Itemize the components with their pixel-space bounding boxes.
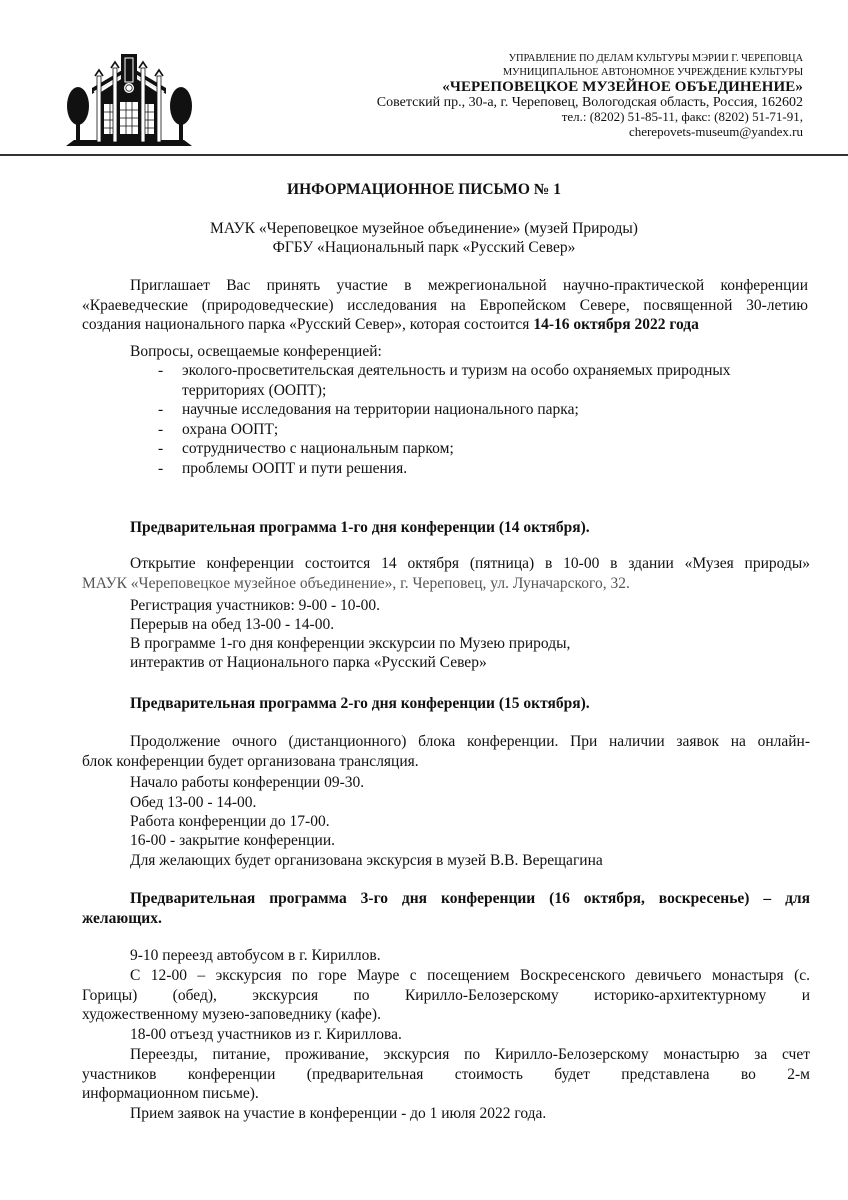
day1-opening-line-2: МАУК «Череповецкое музейное объединение», г. Череповец, ул. Луначарского, 32. — [82, 574, 630, 592]
day3-excursion-line-1: С 12-00 – экскурсия по горе Мауре с посещением Воскресенского девичьего монастыря (с. — [130, 967, 810, 984]
day3-heading — [82, 889, 810, 928]
day2-paragraph — [82, 732, 810, 771]
dash-bullet-icon: - — [158, 362, 164, 379]
phone-fax-line: тел.: (8202) 51-85-11, факс: (8202) 51-71-91, — [561, 109, 803, 124]
day3-heading-line-2: желающих. — [82, 909, 162, 927]
organizer-1: МАУК «Череповецкое музейное объединение» (музей Природы) — [210, 220, 638, 237]
topic-item-text: проблемы ООПТ и пути решения. — [182, 459, 408, 477]
intro-line-2: «Краеведческие (природоведческие) исследования на Европейском Севере, посвященной 30-летию — [82, 296, 808, 314]
day3-excursion-line-2: Горицы) (обед), экскурсия по Кирилло-Белозерскому историко-архитектурному и — [82, 986, 810, 1004]
topic-item — [130, 361, 802, 400]
institution-type-line: МУНИЦИПАЛЬНОЕ АВТОНОМНОЕ УЧРЕЖДЕНИЕ КУЛЬТУРЫ — [502, 66, 803, 78]
dash-bullet-icon: - — [158, 401, 164, 418]
day2-heading: Предварительная программа 2-го дня конференции (15 октября). — [130, 695, 590, 712]
address-line: Советский пр., 30-а, г. Череповец, Вологодская область, Россия, 162602 — [376, 95, 803, 110]
letter-title: ИНФОРМАЦИОННОЕ ПИСЬМО № 1 — [287, 181, 561, 198]
application-deadline: Прием заявок на участие в конференции - до 1 июля 2022 года. — [130, 1105, 547, 1122]
day2-line-2: блок конференции будет организована трансляция. — [82, 752, 419, 770]
topic-item-line: территориях (ООПТ); — [182, 381, 327, 399]
topic-item-text: сотрудничество с национальным парком; — [182, 440, 454, 457]
topic-item — [130, 459, 802, 479]
organizer-2: ФГБУ «Национальный парк «Русский Север» — [272, 239, 576, 256]
intro-paragraph — [82, 276, 808, 335]
day2-lunch: Обед 13-00 - 14-00. — [130, 794, 257, 811]
day3-bus: 9-10 переезд автобусом в г. Кириллов. — [130, 947, 381, 964]
dash-bullet-icon: - — [158, 459, 164, 477]
topics-heading: Вопросы, освещаемые конференцией: — [130, 343, 382, 360]
intro-line-3 — [82, 315, 808, 335]
organization-header — [377, 52, 803, 139]
day1-heading: Предварительная программа 1-го дня конференции (14 октября). — [130, 519, 590, 536]
day1-registration: Регистрация участников: 9-00 - 10-00. — [130, 597, 381, 614]
email-line: cherepovets-museum@yandex.ru — [628, 123, 803, 139]
organization-name: «ЧЕРЕПОВЕЦКОЕ МУЗЕЙНОЕ ОБЪЕДИНЕНИЕ» — [442, 79, 803, 95]
topic-item — [130, 400, 802, 420]
day2-closing: 16-00 - закрытие конференции. — [130, 832, 335, 849]
day2-line-1: Продолжение очного (дистанционного) блока конференции. При наличии заявок на онлайн- — [130, 733, 810, 750]
dash-bullet-icon: - — [158, 420, 164, 438]
day3-departure: 18-00 отъезд участников из г. Кириллова. — [130, 1026, 402, 1043]
topic-item-text: охрана ООПТ; — [182, 420, 279, 438]
day1-lunch: Перерыв на обед 13-00 - 14-00. — [130, 616, 335, 633]
day3-costs-line-3: информационном письме). — [82, 1085, 259, 1102]
day3-excursion-paragraph — [82, 966, 810, 1025]
topic-item-text: научные исследования на территории национального парка; — [182, 401, 579, 418]
day3-costs-line-1: Переезды, питание, проживание, экскурсия по Кирилло-Белозерскому монастырю за счет — [130, 1046, 810, 1063]
department-line: УПРАВЛЕНИЕ ПО ДЕЛАМ КУЛЬТУРЫ МЭРИИ Г. ЧЕРЕПОВЦА — [508, 53, 803, 64]
intro-line-3-text: создания национального парка «Русский Север», которая состоится — [82, 316, 534, 333]
day1-program: В программе 1-го дня конференции экскурсии по Музею природы, — [130, 635, 571, 652]
conference-dates: 14-16 октября 2022 года — [533, 316, 699, 333]
day2-excursion: Для желающих будет организована экскурсия в музей В.В. Верещагина — [130, 852, 603, 869]
header-divider — [0, 154, 848, 156]
day3-excursion-line-3: художественному музею-заповеднику (кафе). — [82, 1006, 381, 1023]
day1-interactive: интерактив от Национального парка «Русский Север» — [130, 654, 487, 671]
topic-item-line: эколого-просветительская деятельность и туризм на особо охраняемых природных — [182, 362, 731, 379]
day1-opening-line-1: Открытие конференции состоится 14 октября (пятница) в 10-00 в здании «Музея природы» — [130, 555, 810, 572]
day1-opening-paragraph — [82, 554, 810, 593]
day2-start: Начало работы конференции 09-30. — [130, 774, 365, 791]
day3-costs-paragraph — [82, 1045, 810, 1104]
intro-line-1: Приглашает Вас принять участие в межрегиональной научно-практической конференции — [130, 277, 808, 294]
topic-item — [130, 420, 802, 440]
day3-heading-line-1: Предварительная программа 3-го дня конференции (16 октября, воскресенье) – для — [130, 890, 810, 907]
topics-list — [130, 361, 802, 478]
topic-item — [130, 439, 802, 459]
museum-building-logo-icon — [64, 50, 194, 150]
day2-work: Работа конференции до 17-00. — [130, 813, 330, 830]
day3-costs-line-2: участников конференции (предварительная стоимость будет представлена во 2-м — [82, 1065, 810, 1083]
dash-bullet-icon: - — [158, 440, 164, 457]
